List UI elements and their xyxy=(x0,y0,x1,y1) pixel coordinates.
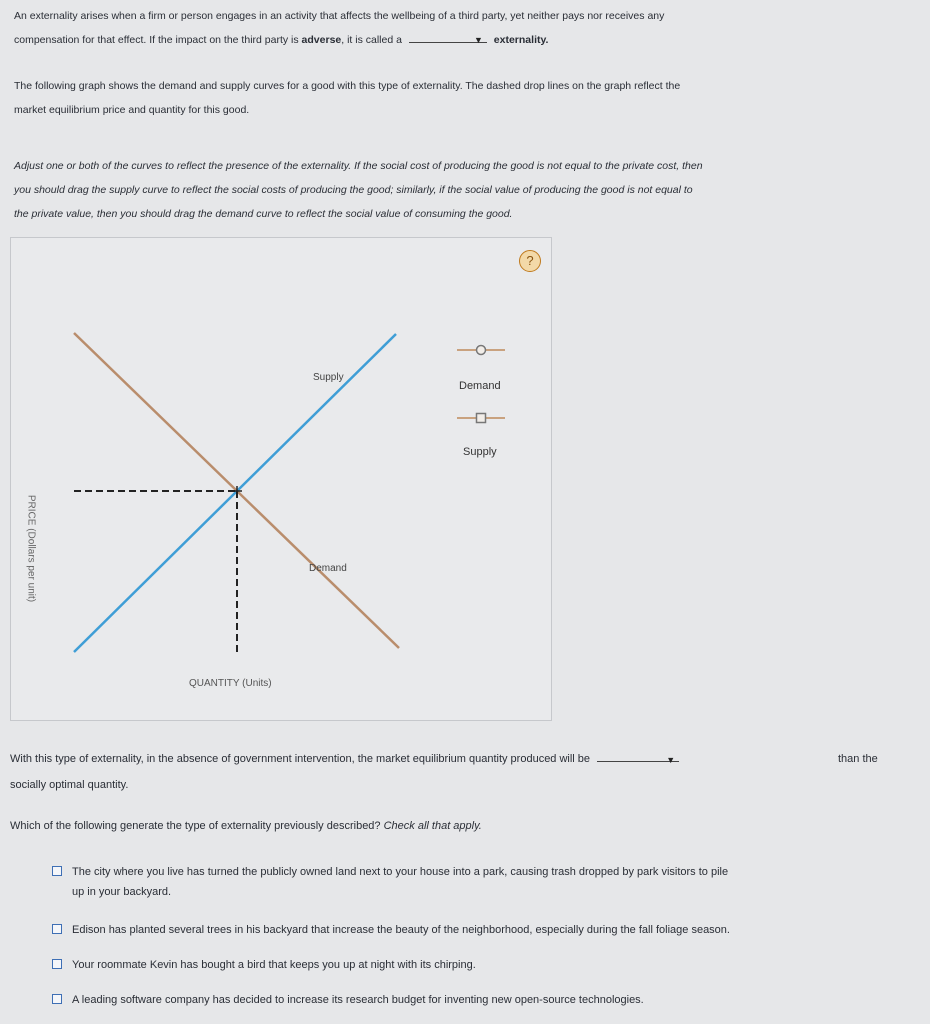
supply-curve-label: Supply xyxy=(313,372,344,383)
graph-description-line-1: The following graph shows the demand and supply curves for a good with this type of externality. The dashed drop lines on the graph reflect the xyxy=(14,80,681,92)
check-all-instruction: Check all that apply. xyxy=(383,820,482,832)
instructions-line-3: the private value, then you should drag the demand curve to reflect the social value of consuming the good. xyxy=(14,208,513,220)
y-axis-label: PRICE (Dollars per unit) xyxy=(25,494,37,603)
externality-examples-question-text: Which of the following generate the type of externality previously described? xyxy=(10,820,384,832)
option-software-research[interactable] xyxy=(52,988,912,1012)
market-quantity-question-text: With this type of externality, in the absence of government intervention, the market equilibrium quantity produced will be xyxy=(10,753,591,765)
supply-demand-graph xyxy=(11,238,551,720)
market-quantity-question xyxy=(10,746,910,798)
dropdown-arrow-icon: ▼ xyxy=(473,35,483,45)
option-label: Your roommate Kevin has bought a bird that keeps you up at night with its chirping. xyxy=(72,959,476,971)
option-label: A leading software company has decided to increase its research budget for inventing new open-source technologies. xyxy=(72,994,644,1006)
supply-curve[interactable] xyxy=(74,334,396,652)
legend-demand-label: Demand xyxy=(459,380,501,392)
help-button[interactable]: ? xyxy=(519,250,541,272)
x-axis-label: QUANTITY (Units) xyxy=(189,678,272,689)
legend-supply-marker[interactable] xyxy=(457,414,505,423)
legend-demand-marker[interactable] xyxy=(457,346,505,355)
quantity-comparison-dropdown[interactable] xyxy=(597,749,679,765)
option-park-trash[interactable] xyxy=(52,860,912,904)
instructions-line-1: Adjust one or both of the curves to reflect the presence of the externality. If the social cost of producing the good is not equal to the private cost, then xyxy=(14,160,703,172)
checkbox[interactable] xyxy=(52,866,62,876)
externality-type-dropdown[interactable] xyxy=(409,30,487,43)
externality-examples-question xyxy=(10,820,482,832)
graph-description xyxy=(14,74,914,122)
instructions-line-2: you should drag the supply curve to reflect the social costs of producing the good; similarly, if the social value of producing the good is not equal to xyxy=(14,184,693,196)
intro-text-2: compensation for that effect. If the impact on the third party is xyxy=(14,34,302,46)
option-trees-beauty[interactable] xyxy=(52,918,912,942)
dropdown-arrow-icon: ▼ xyxy=(666,755,676,765)
market-quantity-question-after: than the xyxy=(838,753,878,765)
intro-text-3: , it is called a xyxy=(341,34,402,46)
intro-bold-word: adverse xyxy=(301,34,342,46)
option-bird-chirping[interactable] xyxy=(52,953,912,977)
checkbox[interactable] xyxy=(52,994,62,1004)
graph-description-line-2: market equilibrium price and quantity for this good. xyxy=(14,104,250,116)
checkbox[interactable] xyxy=(52,959,62,969)
instructions xyxy=(14,154,924,226)
option-label: The city where you live has turned the publicly owned land next to your house into a park, causing trash dropped by park visitors to pile xyxy=(72,866,729,878)
option-label: Edison has planted several trees in his backyard that increase the beauty of the neighborhood, especially during the fall foliage season. xyxy=(72,924,730,936)
checkbox[interactable] xyxy=(52,924,62,934)
market-quantity-question-line-2: socially optimal quantity. xyxy=(10,779,129,791)
intro-text-1: An externality arises when a firm or person engages in an activity that affects the wellbeing of a third party, yet neither pays nor receives any xyxy=(14,10,665,22)
legend-supply-label: Supply xyxy=(463,446,497,458)
intro-paragraph xyxy=(14,4,914,52)
demand-curve-label: Demand xyxy=(309,563,347,574)
option-label-continued: up in your backyard. xyxy=(72,886,172,898)
intro-text-4: externality. xyxy=(493,34,549,46)
graph-panel xyxy=(10,237,552,721)
